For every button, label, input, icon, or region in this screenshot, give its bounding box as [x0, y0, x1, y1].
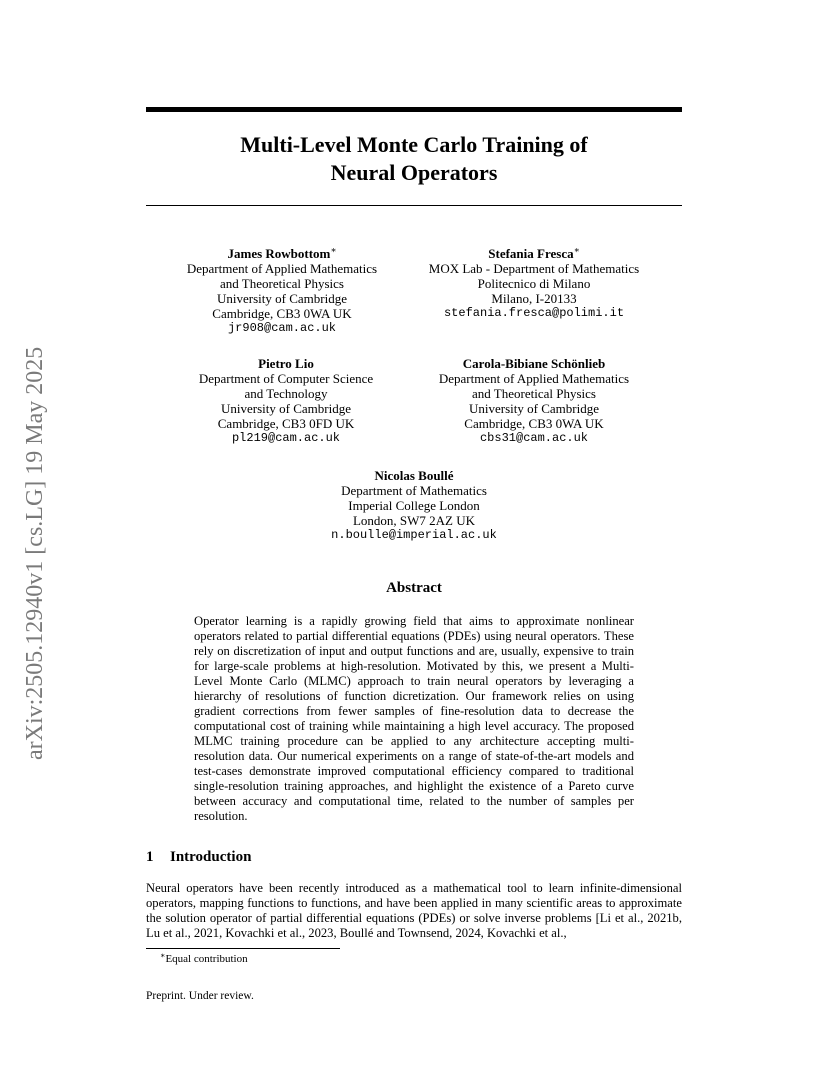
title-line-1: Multi-Level Monte Carlo Training of: [240, 132, 588, 157]
affiliation-line: Department of Applied Mathematics: [438, 371, 630, 386]
title-line-2: Neural Operators: [330, 160, 498, 185]
affiliation-line: and Theoretical Physics: [220, 276, 344, 291]
affiliation-line: Department of Computer Science: [198, 371, 374, 386]
section-number: 1: [146, 849, 154, 865]
affiliation-line: MOX Lab - Department of Mathematics: [428, 261, 640, 276]
affiliation-line: Cambridge, CB3 0WA UK: [212, 306, 352, 321]
affiliation-line: University of Cambridge: [469, 401, 599, 416]
introduction-body: Neural operators have been recently introduced as a mathematical tool to learn infinite-dimensional operators, mapping functions to functions, and have been applied in many scientific areas to approximate the solution operator of partial differential equations (PDEs) or solve inverse problems [Li et al., 2021b, Lu et al., 2021, Kovachki et al., 2023, Boullé and Townsend, 2024, Kovachki et al.,: [146, 881, 682, 940]
author-email[interactable]: stefania.fresca@polimi.it: [443, 306, 625, 320]
preprint-note: Preprint. Under review.: [146, 990, 254, 1002]
author-block-boulle: [296, 468, 532, 543]
author-name: Pietro Lio: [258, 356, 314, 371]
section-title: Introduction: [170, 849, 252, 865]
affiliation-line: London, SW7 2AZ UK: [352, 513, 476, 528]
equal-contribution-mark: ∗: [330, 245, 337, 255]
author-block-rowbottom: [168, 243, 396, 336]
affiliation-line: Cambridge, CB3 0WA UK: [464, 416, 604, 431]
abstract-heading: Abstract: [386, 580, 442, 596]
equal-contribution-mark: ∗: [573, 245, 580, 255]
affiliation-line: and Technology: [244, 386, 328, 401]
author-name: Stefania Fresca: [488, 246, 574, 261]
paper-title: [146, 131, 682, 187]
abstract-body: Operator learning is a rapidly growing field that aims to approximate nonlinear operators related to partial differential equations (PDEs) using neural operators. These rely on discretization of input and output functions and are, usually, expensive to train for large-scale problems at high-resolution. Motivated by this, we present a Multi-Level Monte Carlo (MLMC) approach to train neural operators by leveraging a hierarchy of resolutions of function dicretization. Our framework relies on using gradient corrections from fewer samples of fine-resolution data to decrease the computational cost of training while maintaining a high level accuracy. The proposed MLMC training procedure can be applied to any architecture accepting multi-resolution data. Our numerical experiments on a range of state-of-the-art models and test-cases demonstrate improved computational efficiency compared to traditional single-resolution training approaches, and highlight the existence of a Pareto curve between accuracy and computational time, related to the number of samples per resolution.: [194, 614, 634, 823]
affiliation-line: Cambridge, CB3 0FD UK: [217, 416, 355, 431]
footnote: [160, 951, 248, 965]
author-block-lio: [168, 356, 404, 446]
author-email[interactable]: cbs31@cam.ac.uk: [479, 431, 589, 445]
affiliation-line: Department of Mathematics: [341, 483, 487, 498]
author-email[interactable]: pl219@cam.ac.uk: [231, 431, 341, 445]
footnote-text: Equal contribution: [165, 953, 248, 965]
author-name: Carola-Bibiane Schönlieb: [462, 356, 606, 371]
affiliation-line: Department of Applied Mathematics: [186, 261, 378, 276]
title-bottom-rule: [146, 205, 682, 206]
title-top-rule: [146, 107, 682, 112]
affiliation-line: University of Cambridge: [221, 401, 351, 416]
author-email[interactable]: jr908@cam.ac.uk: [227, 321, 337, 335]
author-block-schonlieb: [416, 356, 652, 446]
affiliation-line: Imperial College London: [348, 498, 480, 513]
affiliation-line: and Theoretical Physics: [472, 386, 596, 401]
affiliation-line: Milano, I-20133: [491, 291, 577, 306]
footnote-rule: [146, 948, 340, 949]
author-block-fresca: [416, 243, 652, 321]
affiliation-line: University of Cambridge: [217, 291, 347, 306]
section-heading: [146, 849, 251, 866]
arxiv-identifier: arXiv:2505.12940v1 [cs.LG] 19 May 2025: [22, 346, 48, 760]
author-name: Nicolas Boullé: [374, 468, 454, 483]
affiliation-line: Politecnico di Milano: [477, 276, 591, 291]
footnote-mark: ∗: [160, 951, 166, 960]
author-email[interactable]: n.boulle@imperial.ac.uk: [331, 528, 497, 542]
author-name: James Rowbottom: [227, 246, 331, 261]
